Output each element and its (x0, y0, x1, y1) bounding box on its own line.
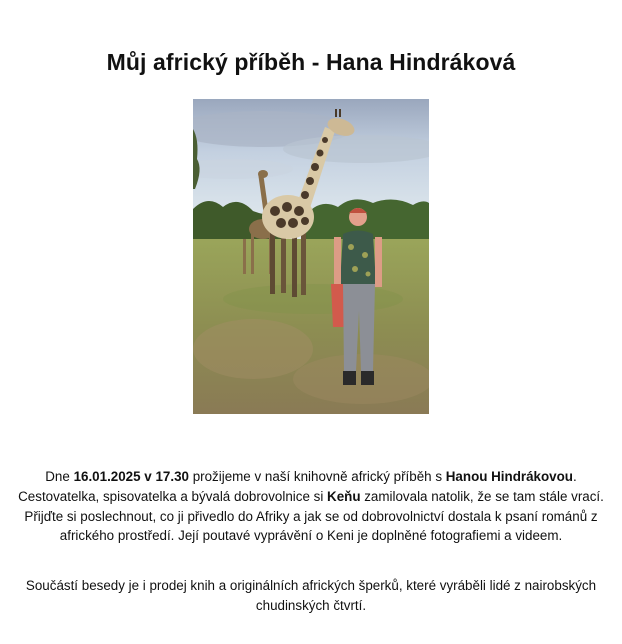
intro-text-2: prožijeme v naší knihovně africký příběh s (188, 469, 446, 485)
giraffes-photo-illustration (193, 99, 429, 414)
intro-text-4: zamilovala natolik, že se tam stále vrací. Přijďte si poslechnout, co ji přivedlo do Afriky a jak se od dobrovolnictví dostala k psaní románů z afrického prostředí. Její poutavé vyprávění o Keni je doplněné fotografiemi a videem. (24, 488, 604, 544)
sale-info: Součástí besedy je i prodej knih a originálních afrických šperků, které vyráběli lidé z nairobských chudinských čtvrtí. (25, 578, 597, 613)
event-description (8, 467, 614, 545)
country-name: Keňu (327, 488, 361, 504)
intro-text-1: Dne (45, 469, 74, 485)
intro-text-3: . Cestovatelka, spisovatelka a bývalá dobrovolnice si (18, 469, 577, 504)
event-photo (193, 99, 429, 414)
page-title: Můj africký příběh - Hana Hindráková (106, 49, 516, 76)
guest-name: Hanou Hindrákovou (445, 469, 573, 485)
event-date-time: 16.01.2025 v 17.30 (73, 469, 189, 485)
